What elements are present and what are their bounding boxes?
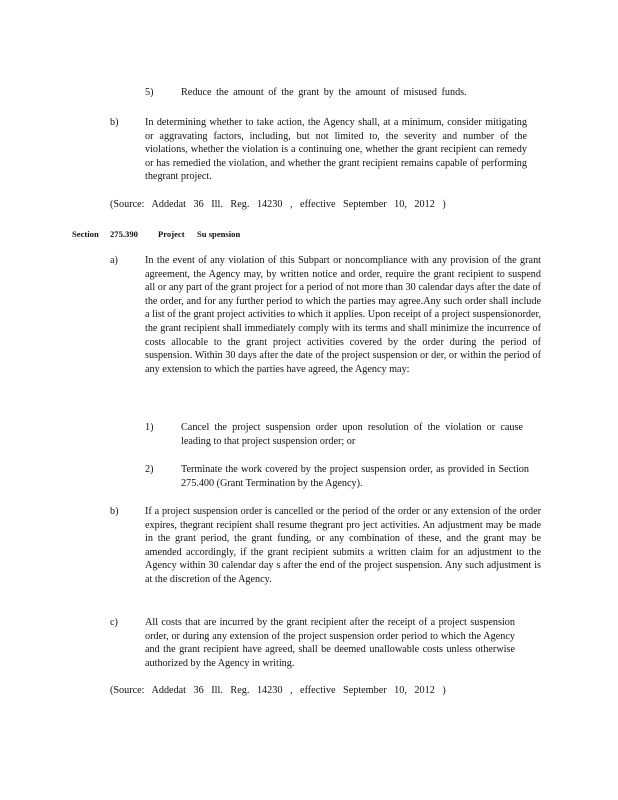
- item-label-b1: b): [110, 117, 119, 128]
- section-title-part-1: Project: [158, 229, 185, 239]
- item-text-a2: Terminate the work covered by the project suspension order, as provided in Section 275.400 (Grant Termination by the Agency).: [181, 464, 529, 489]
- item-label-5: 5): [145, 87, 154, 98]
- item-text-5: Reduce the amount of the grant by the amount of misused funds.: [181, 87, 467, 98]
- item-text-b2: If a project suspension order is cancelled or the period of the order or any extension of the order expires, thegrant recipient shall resume thegrant pro ject activities. An adjustment may be made in the grant period, the grant funding, or any combination of these, and the grant may be amended accordingly, if the grant recipient submits a written claim for an adjustment to the Agency within 30 calendar day s after the end of the project suspension. Any such adjustment is at the discretion of the Agency.: [145, 506, 541, 585]
- item-text-a: In the event of any violation of this Subpart or noncompliance with any provision of the grant agreement, the Agency may, by written notice and order, require the grant recipient to suspend all or any part of the grant project for a period of not more than 30 calendar days after the date of the order, and for any further period to which the parties may agree.Any such order shall include a list of the grant project activities to which it applies. Upon receipt of a project suspensionorder, the grant recipient shall immediately comply with its terms and shall minimize the incurrence of costs allocable to the grant project activities covered by the order during the period of suspension. Within 30 days after the date of the project suspension or der, or within the period of any extension to which the parties have agreed, the Agency may:: [145, 255, 541, 375]
- item-text-b1: In determining whether to take action, the Agency shall, at a minimum, consider mitigating or aggravating factors, including, but not limited to, the severity and number of the violations, whether the violation is a continuing one, whether the grant recipient can remedy or has remedied the violation, and whether the grant recipient remains capable of performing thegrant project.: [145, 117, 527, 183]
- item-text-c: All costs that are incurred by the grant recipient after the receipt of a project suspension order, or during any extension of the project suspension order period to which the Agency and the grant recipient have agreed, shall be deemed unallowable costs unless otherwise authorized by the Agency in writing.: [145, 617, 515, 669]
- source-note-2: (Source: Addedat 36 Ill. Reg. 14230 , effective September 10, 2012 ): [110, 685, 446, 696]
- item-label-a1: 1): [145, 422, 154, 433]
- section-title-part-2: Su spension: [197, 229, 241, 239]
- item-text-a1: Cancel the project suspension order upon resolution of the violation or cause leading to that project suspension order; or: [181, 422, 523, 447]
- source-note-1: (Source: Addedat 36 Ill. Reg. 14230 , effective September 10, 2012 ): [110, 199, 446, 210]
- item-label-c: c): [110, 617, 118, 628]
- section-number: 275.390: [110, 229, 138, 239]
- item-label-b2: b): [110, 506, 119, 517]
- item-label-a: a): [110, 255, 118, 266]
- item-label-a2: 2): [145, 464, 154, 475]
- section-label: Section: [72, 229, 99, 239]
